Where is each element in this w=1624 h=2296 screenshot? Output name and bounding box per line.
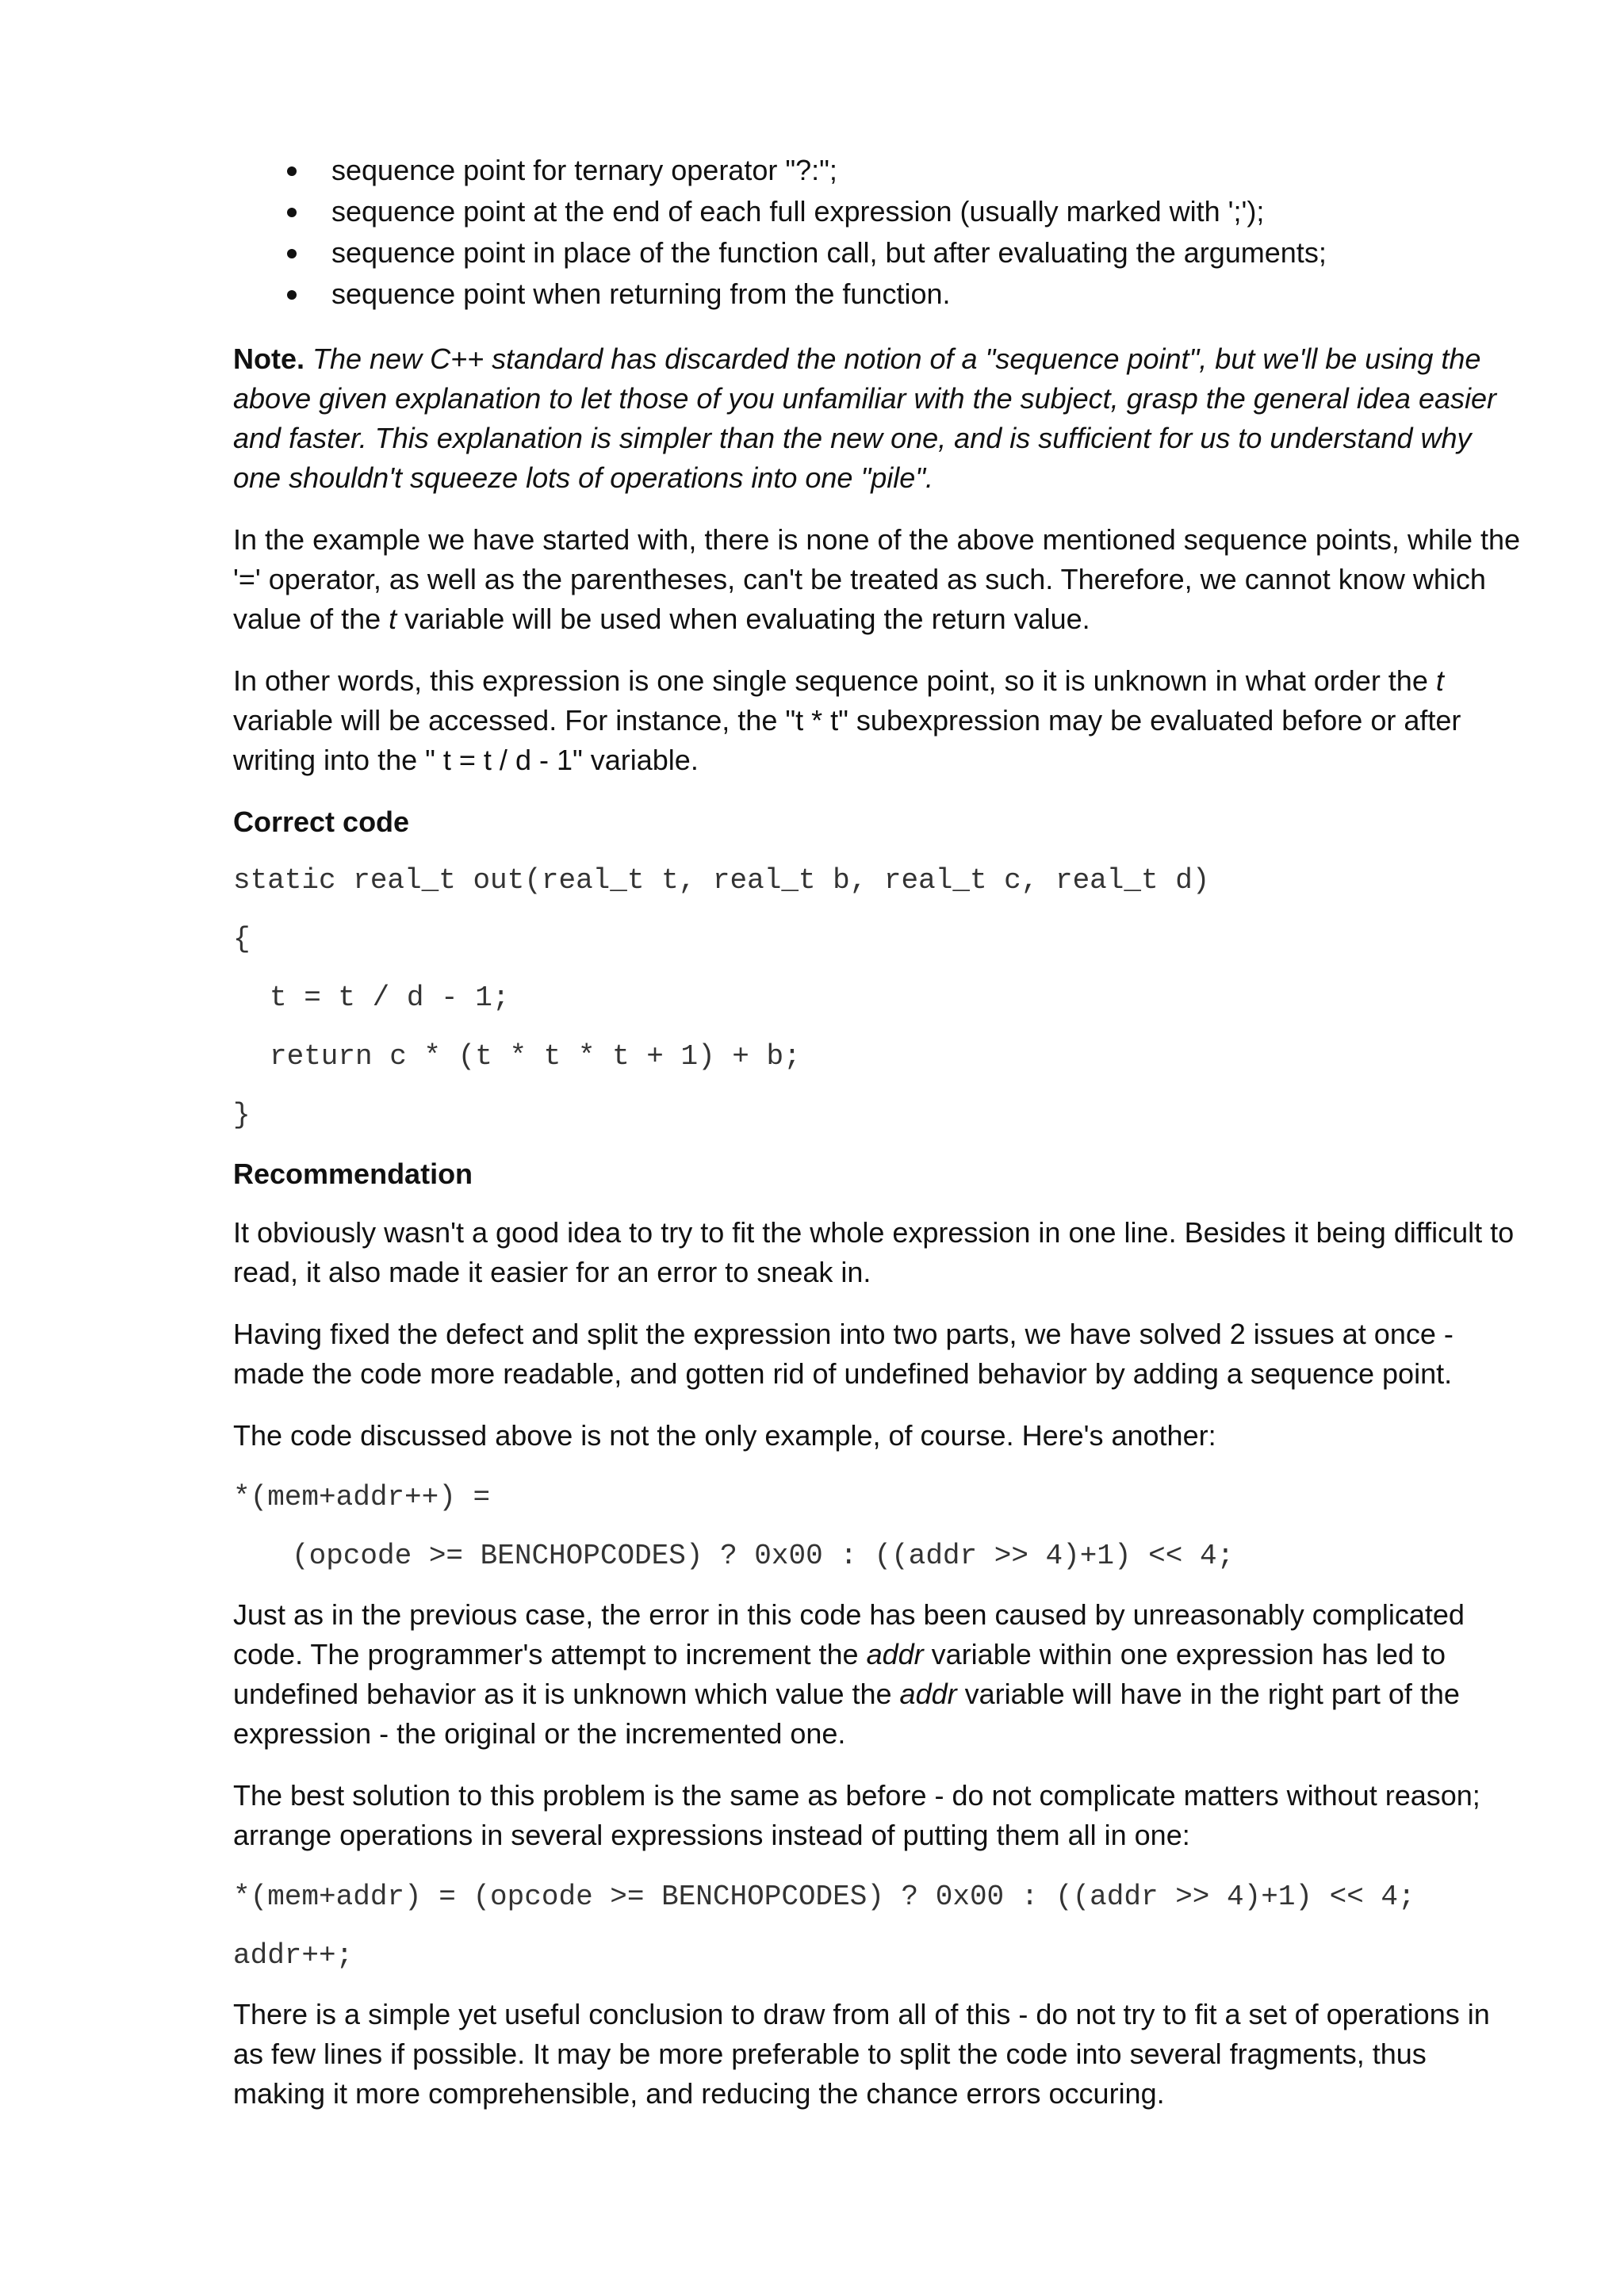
- variable-name: t: [389, 603, 397, 635]
- code-line: t = t / d - 1;: [270, 982, 510, 1014]
- list-item: sequence point for ternary operator "?:";: [233, 151, 1526, 192]
- list-item: sequence point at the end of each full expression (usually marked with ';');: [233, 192, 1526, 233]
- paragraph-sequence-points: In the example we have started with, there is none of the above mentioned sequence points, while the '=' operator, as well as the parentheses, can't be treated as such. Therefore, we cannot know which value of the t variable will be used when evaluating the return value.: [233, 523, 1521, 635]
- list-item: sequence point when returning from the function.: [233, 274, 1526, 316]
- variable-name: t: [1435, 664, 1444, 697]
- bullet-icon: [287, 290, 297, 300]
- bullet-icon: [287, 166, 297, 176]
- document-content: [233, 151, 1526, 2136]
- list-item: sequence point in place of the function call, but after evaluating the arguments;: [233, 233, 1526, 274]
- recommendation-paragraph: It obviously wasn't a good idea to try to fit the whole expression in one line. Besides it being difficult to read, it also made it easier for an error to sneak in.: [233, 1216, 1515, 1288]
- code-line: (opcode >= BENCHOPCODES) ? 0x00 : ((addr >> 4)+1) << 4;: [292, 1540, 1235, 1572]
- code-line: *(mem+addr++) =: [233, 1481, 491, 1513]
- code-line: static real_t out(real_t t, real_t b, real_t c, real_t d): [233, 864, 1210, 897]
- sequence-point-list: [233, 151, 1526, 316]
- paragraph-previous-case: Just as in the previous case, the error in this code has been caused by unreasonably complicated code. The programmer's attempt to increment the addr variable within one expression has led to undefined behavior as it is unknown which value the addr variable will have in the right part of the expression - the original or the incremented one.: [233, 1598, 1465, 1750]
- paragraph-expression-order: In other words, this expression is one single sequence point, so it is unknown in what order the t variable will be accessed. For instance, the "t * t" subexpression may be evaluated before or after writing into the " t = t / d - 1" variable.: [233, 664, 1461, 776]
- code-line: }: [233, 1099, 251, 1131]
- variable-name: addr: [866, 1638, 924, 1670]
- code-line: *(mem+addr) = (opcode >= BENCHOPCODES) ? 0x00 : ((addr >> 4)+1) << 4;: [233, 1881, 1415, 1913]
- paragraph-best-solution: The best solution to this problem is the same as before - do not complicate matters without reason; arrange operations in several expressions instead of putting them all in one:: [233, 1779, 1480, 1851]
- note-paragraph: [233, 339, 1526, 498]
- conclusion-paragraph: There is a simple yet useful conclusion to draw from all of this - do not try to fit a set of operations in as few lines if possible. It may be more preferable to split the code into several fragments, thus making it more comprehensible, and reducing the chance errors occuring.: [233, 1998, 1490, 2110]
- code-line: return c * (t * t * t + 1) + b;: [270, 1040, 801, 1073]
- code-line: addr++;: [233, 1939, 354, 1972]
- code-line: {: [233, 923, 251, 955]
- recommendation-paragraph: Having fixed the defect and split the expression into two parts, we have solved 2 issues at once - made the code more readable, and gotten rid of undefined behavior by adding a sequence point.: [233, 1318, 1454, 1390]
- bullet-icon: [287, 208, 297, 217]
- note-label: Note.: [233, 342, 304, 375]
- note-text: The new C++ standard has discarded the notion of a "sequence point", but we'll be using the above given explanation to let those of you unfamiliar with the subject, grasp the general idea easier and faster. This explanation is simpler than the new one, and is sufficient for us to understand why one shouldn't squeeze lots of operations into one "pile".: [233, 342, 1496, 494]
- bullet-icon: [287, 249, 297, 258]
- correct-code-heading: Correct code: [233, 806, 410, 838]
- variable-name: addr: [899, 1678, 957, 1710]
- recommendation-paragraph: The code discussed above is not the only example, of course. Here's another:: [233, 1419, 1216, 1452]
- recommendation-heading: Recommendation: [233, 1158, 473, 1190]
